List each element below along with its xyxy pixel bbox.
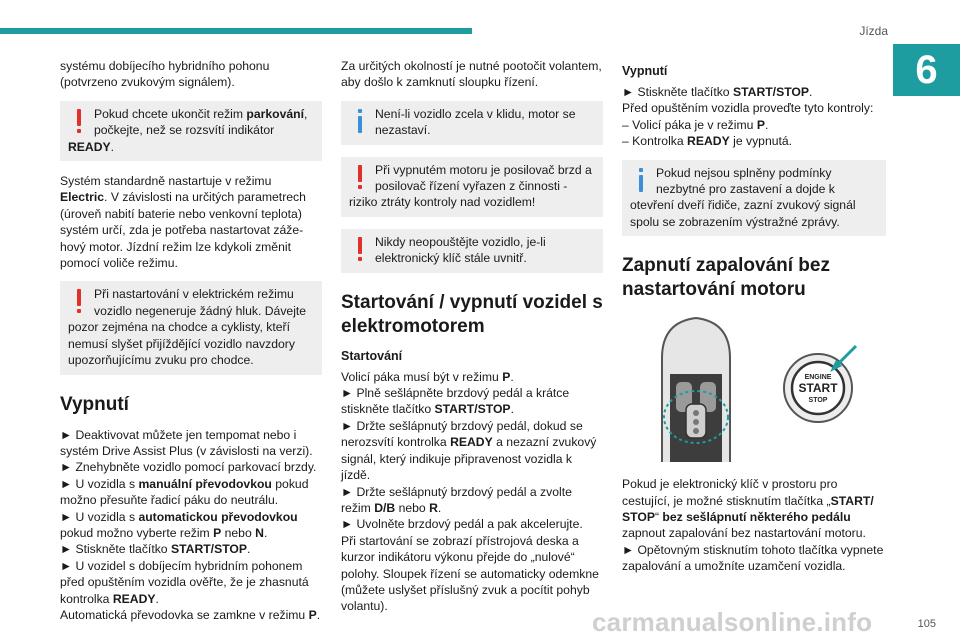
page-number: 105: [917, 618, 936, 630]
warning-note: Při nastartování v elektrickém režimu vozidlo negeneruje žádný hluk. Dávejte pozor zejména na chodce a cyklisty, kteří nemusí slyšet přijíždějící vozidlo navzdory upozorňujícímu zvuku pro chodce.: [60, 281, 322, 374]
step: ► Stiskněte tlačítko START/STOP.: [60, 542, 251, 557]
engine-start-stop-button-illustration: [780, 342, 862, 429]
svg-text:START: START: [798, 381, 838, 396]
subheading-vypnuti: Vypnutí: [622, 64, 668, 78]
paragraph: Volicí páka musí být v režimu P.: [341, 369, 514, 384]
paragraph: systému dobíjecího hybridního pohonu (potvrzeno zvukovým signálem).: [60, 59, 270, 90]
paragraph: Před opuštěním vozidla proveďte tyto kontroly:: [622, 101, 874, 116]
warning-icon: [349, 162, 375, 192]
illustration: [622, 312, 886, 462]
step: ► Opětovným stisknutím tohoto tlačítka vypnete zapalování a umožníte uzamčení vozidla.: [622, 542, 884, 574]
heading-startovani-vypnuti: Startování / vypnutí vozidel s elektromotorem: [341, 291, 603, 337]
step: ► Držte sešlápnutý brzdový pedál, dokud se nerozsvítí kontrolka READY a nezazní zvukový signál, který indikuje připravenost vozidla k jízdě.: [341, 418, 597, 483]
list-item: – Kontrolka READY je vypnutá.: [622, 134, 793, 149]
warning-note: Pokud chcete ukončit režim parkování, počkejte, než se rozsvítí indikátor READY.: [60, 101, 322, 161]
column-1: [60, 58, 322, 623]
list-item: – Volicí páka je v režimu P.: [622, 117, 769, 132]
paragraph: Za určitých okolností je nutné pootočit volantem, aby došlo k zamknutí sloupku řízení.: [341, 59, 602, 90]
step: ► U vozidla s automatickou převodovkou pokud možno vyberte režim P nebo N.: [60, 509, 298, 540]
warning-icon: [68, 286, 94, 316]
top-accent-bar: [0, 28, 472, 34]
paragraph: Pokud je elektronický klíč v prostoru pro cestující, je možné stisknutím tlačítka „START/ STOP“ bez sešlápnutí některého pedálu zapnout zapalování bez nastartování motoru.: [622, 477, 874, 541]
paragraph: Při startování se zobrazí přístrojová deska a kurzor indikátoru výkonu přejde do „nulové“ polohy. Sloupek řízení se automaticky odemkne (můžete uslyšet příslušný zvuk a pocítit pohyb volantu).: [341, 533, 599, 614]
step: ► Stiskněte tlačítko START/STOP.: [622, 85, 813, 99]
heading-zapnuti-zapalovani: Zapnutí zapalování bez nastartování motoru: [622, 255, 830, 301]
step: ► U vozidel s dobíjecím hybridním pohonem před opuštěním vozidla ověřte, že je zhasnutá kontrolka READY.: [60, 558, 309, 606]
info-note: Není-li vozidlo zcela v klidu, motor se nezastaví.: [341, 101, 603, 145]
step: ► Znehybněte vozidlo pomocí parkovací brzdy.: [60, 460, 317, 475]
step: ► Deaktivovat můžete jen tempomat nebo i systém Drive Assist Plus (v závislosti na verzi).: [60, 427, 313, 458]
step: ► Uvolněte brzdový pedál a pak akcelerujte.: [341, 517, 583, 532]
start-stop-button-icon: [780, 342, 862, 424]
step: ► U vozidla s manuální převodovkou pokud možno přesuňte řadicí páku do neutrálu.: [60, 476, 309, 508]
column-2: [341, 58, 603, 615]
section-title: Jízda: [859, 24, 888, 38]
watermark: carmanualsonline.info: [592, 607, 873, 637]
svg-text:STOP: STOP: [808, 397, 828, 405]
warning-icon: [68, 106, 94, 136]
info-icon: [349, 106, 375, 136]
step: ► Držte sešlápnutý brzdový pedál a zvolte režim D/B nebo R.: [341, 484, 572, 515]
step: ► Plně sešlápněte brzdový pedál a krátce stiskněte tlačítko START/STOP.: [341, 386, 570, 417]
warning-icon: [349, 234, 375, 264]
svg-text:ENGINE: ENGINE: [804, 374, 832, 382]
warning-note: Při vypnutém motoru je posilovač brzd a posilovač řízení vyřazen z činnosti - riziko ztráty kontroly nad vozidlem!: [341, 157, 603, 217]
info-icon: [630, 165, 656, 195]
column-3: [622, 58, 886, 575]
heading-vypnuti: Vypnutí: [60, 393, 129, 415]
paragraph: Automatická převodovka se zamkne v režimu P.: [60, 607, 321, 622]
car-top-view-icon: [648, 312, 744, 462]
info-note: Pokud nejsou splněny podmínky nezbytné pro zastavení a dojde k otevření dveří řidiče, zazní zvukový signál spolu se zobrazením výstražné zprávy.: [622, 160, 886, 237]
paragraph: Systém standardně nastartuje v režimu Electric. V závislosti na určitých parametrech (úroveň nabití baterie nebo venkovní teplota) systém určí, zda je potřeba nastartovat zážehový motor. Jízdní režim lze kdykoli změnit pomocí voliče režimu.: [60, 174, 306, 271]
chapter-number: 6: [893, 44, 960, 96]
warning-note: Nikdy neopouštějte vozidlo, je-li elektronický klíč stále uvnitř.: [341, 229, 603, 273]
subheading-startovani: Startování: [341, 348, 403, 363]
